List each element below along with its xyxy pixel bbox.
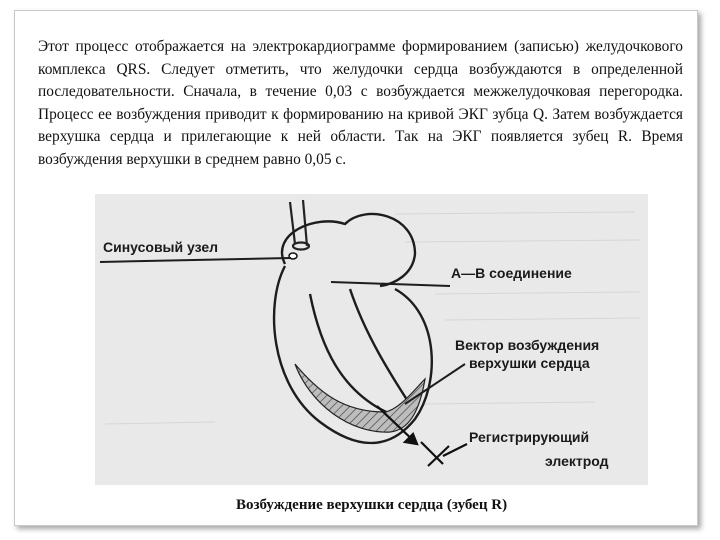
figure-caption: Возбуждение верхушки сердца (зубец R) <box>235 497 508 513</box>
heart-diagram <box>95 194 648 485</box>
label-vector-line1: Вектор возбуждения <box>455 337 600 353</box>
label-vector-line2: верхушки сердца <box>469 355 590 371</box>
leader-lines <box>100 258 465 404</box>
body-paragraph: Этот процесс отображается на электрокардиограмме формированием (записью) желудочкового комплекса QRS. Следует отметить, что желудочки сердца возбуждаются в определенной последовательности. Сначала, в течение 0,03 с возбуждается межжелудочковая перегородка. Процесс ее возбуждения приводит к формированию на кривой ЭКГ зубца Q. Затем возбуждается верхушка сердца и прилегающие к ней области. Так на ЭКГ появляется зубец R. Время возбуждения верхушки в среднем равно 0,05 с. <box>38 38 683 168</box>
recording-electrode <box>421 442 467 466</box>
label-electrode-line1: Регистрирующий <box>469 429 590 445</box>
heart-diagram-figure <box>95 194 648 485</box>
label-sinus-node: Синусовый узел <box>103 239 219 255</box>
label-electrode-line2: электрод <box>545 453 609 469</box>
label-av-junction: А—В соединение <box>451 265 572 281</box>
